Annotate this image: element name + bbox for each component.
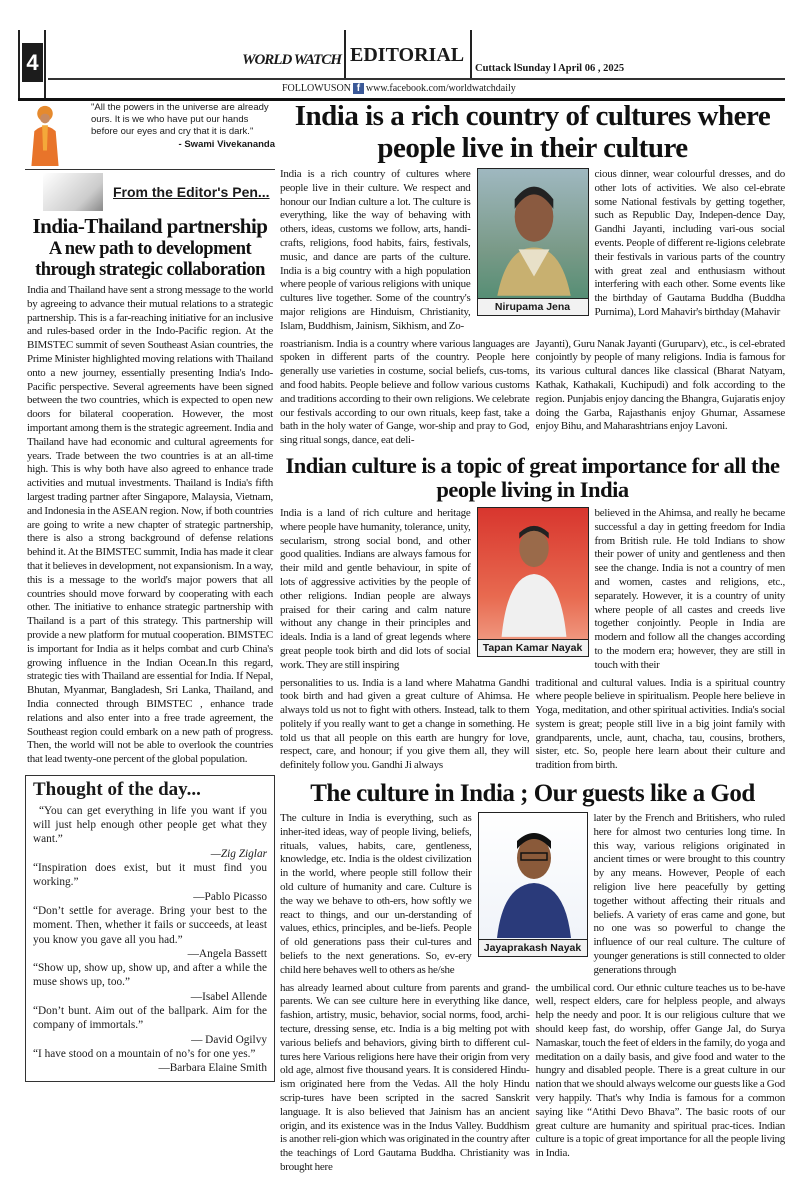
- thought-author: —Barbara Elaine Smith: [158, 1062, 267, 1075]
- facebook-link[interactable]: www.facebook.com/worldwatchdaily: [365, 83, 516, 94]
- quote-box: [25, 102, 275, 170]
- thought-author: — David Ogilvy: [191, 1033, 267, 1046]
- thought-quote: “Don’t settle for average. Bring your best to the moment. Then, whether it fails or succeeds, at least you know you gave all you had.”: [33, 904, 267, 946]
- article-1-body: India is a rich country of cultures where people live in their culture. We respect and honour our Indian culture a lot. The culture is everything, like the way of behaving with others, ideas, customs we follow, arts, handi-crafts, religions, food habits, fairs, festivals, music, and dance are parts of the culture. India is a big country with a high population where people of various religions with unique cultures live together. Some of the country's major religions are Hinduism, Christianity, Islam, Buddhism, Jainism, Sikhism, and Zo-: [280, 168, 471, 332]
- author-caption: Nirupama Jena: [478, 298, 588, 315]
- thought-author: —Isabel Allende: [190, 990, 267, 1003]
- editorial-body: India and Thailand have sent a strong message to the world by agreeing to advance their mutual relations to a strategic partnership. This is a far-reaching initiative for an inclusive and rules-based order in the Indo-Pacific region. At the BIMSTEC summit of seven Southeast Asian countries, the Prime Minister highlighted moving relations with Thailand onto a new journey, essentially presenting India's Indo-Pacific perspective. Several agreements have been signed between the two countries, which is expected to open new doors for bilateral cooperation. However, the most important among them is the strategic agreement. India and Thailand have had economic and cultural agreements for years. Trade between the two countries is at an all-time high. This is why both have also agreed to enhance trade activities and mutual investments. Thailand is India's fifth largest trading partner after Singapore, Malaysia, Vietnam, and Indonesia in the ASEAN region. Now, if both countries are going to write a new chapter of strategic partnership, there is also a strong background of defense relations behind it. At the BIMSTEC summit, India has made it clear that it believes in development, not expansionism. In a way, this is a message to the world's major powers that all countries should move forward by cooperating with each other. The initiative to enhance strategic partnership with Thailand is a part of this strategy. This partnership will provide a new platform for mutual cooperation. BIMSTEC is important for India as it helps combat and curb China's growing influence in the Indian Ocean.In this regard, strategic ties with Thailand are essential for India. If Nepal, Bhutan, Myanmar, Bangladesh, Sri Lanka, Thailand, and India connected through BIMSTEC , enhance trade relations and also enter into a free trade agreement, the Southeast region could embark on a new path of progress. Then, the world will not be able to overlook the countries that lead twenty-one percent of the global population.: [27, 284, 273, 766]
- right-column: [280, 100, 785, 1191]
- thought-quote: “You can get everything in life you want if you will just help enough other people get what they want.”: [33, 804, 267, 846]
- divider: [470, 30, 472, 78]
- thought-quote: “Don’t bunt. Aim out of the ballpark. Aim for the company of immortals.”: [33, 1005, 267, 1032]
- thought-quote: “Show up, show up, show up, and after a while the muse shows up, too.”: [33, 962, 267, 989]
- thoughts-title: Thought of the day...: [33, 778, 201, 800]
- article-3-body: the umbilical cord. Our ethnic culture teaches us to be-have well, respect elders, care for helpless people, and always help the needy and poor. It is our religious culture that we should keep fast, do worship, offer Gange Jal, do Surya Namaskar, touch the feet of elders in the family, do yoga and meditation on a daily basis, and give food and water to the hungry and disabled people. There is a great culture in our nation that we should always welcome our guests like a God very happily. That's why India is famous for a common saying like “Atithi Devo Bhava”. The basic roots of our great culture are humanity and spiritual prac-tices. Indian culture is a topic of great importance for all the people living in India.: [535, 981, 785, 1160]
- article-2: [280, 454, 785, 773]
- dateline: Cuttack lSunday l April 06 , 2025: [475, 63, 625, 74]
- article-3: [280, 779, 785, 1175]
- article-2-body: India is a land of rich culture and heritage where people have humanity, tolerance, unity, secularism, strong social bond, and other good qualities. Indians are always famous for their mild and gentle behaviour, in spite of lots of aggressive activities by the people of other religions. Indian people are always praised for their caring and calm nature without any change in their principles and ideals. India is a land of great legends where great people took birth and did lots of social work. They are still inspiring: [280, 506, 471, 671]
- article-1-body: roastrianism. India is a country where various languages are spoken in different parts of the country. People here generally use varieties in costume, social beliefs, cus-toms, and food habits. People believe and follow various customs and traditions according to their own religions. We celebrate our festivals according to our own rituals, keep fast, take a bath in the holy water of Gange, wor-ship and pray to God, sing ritual songs, dance, eat deli-: [280, 337, 530, 447]
- editor-header: [25, 173, 275, 211]
- author-photo: [478, 812, 588, 957]
- follow-label: FOLLOWUSON: [282, 83, 351, 94]
- article-1-body: cious dinner, wear colourful dresses, and do other lots of activities. We also cel-ebrate some National festivals by getting together, such as Republic Day, Indepen-dence Day, Gandhi Jayanti, including vari-ous social events. People of different re-ligions celebrate their festivals in various parts of the country with great zeal and enthusiasm without interfering with each other. Some events like the birthday of Gautama Buddha (Buddha Purnima), Lord Mahavir's birthday (Mahavir: [594, 168, 785, 318]
- article-1-body: Jayanti), Guru Nanak Jayanti (Guruparv), etc., is cel-ebrated conjointly by people of many religions. India is famous for its various cultural dances like classical (Bharat Natyam, Kathak, Kathakali, Kuchipudi) and folk according to the region. Punjabis enjoy dancing the Bhangra, Gujaratis enjoy doing the Garba, Rajasthanis enjoy Ghumar, Assamese enjoy Bihu, and Maharashtrians enjoy Lavoni.: [535, 337, 785, 433]
- editor-kicker: From the Editor's Pen...: [113, 184, 270, 200]
- author-caption: Jayaprakash Nayak: [479, 939, 587, 956]
- logo: WORLD WATCH: [242, 52, 341, 68]
- header-rule: [48, 78, 785, 80]
- thought-author: —Pablo Picasso: [193, 890, 267, 903]
- border-line: [18, 30, 20, 100]
- article-1-title: India is a rich country of cultures where people live in their culture: [294, 100, 771, 164]
- quote-text: "All the powers in the universe are already ours. It is we who have put our hands before our eyes and cry that it is dark.": [91, 102, 269, 138]
- author-photo: [477, 507, 589, 657]
- editorial-subtitle: A new path to development through strategic collaboration: [35, 239, 265, 280]
- thought-author: —Angela Bassett: [187, 947, 267, 960]
- article-2-body: personalities to us. India is a land where Mahatma Gandhi took birth and had given a great culture of Ahimsa. He always told us not to fight with others. Instead, talk to them politely if you really want to get a change in something. He told us that all people on this earth are hungry for love, respect, care, and honour; if you give them all, they will definitely follow you. Gandhi Ji always: [280, 676, 530, 772]
- editorial-title: India-Thailand partnership: [32, 214, 268, 238]
- article-3-body: later by the French and Britishers, who ruled here for almost two centuries long time. In this way, various religions originated in ancient times or were brought to this country by any means. However, People of each religion live here peacefully by getting together without affecting their rituals and beliefs. A variety of eras came and gone, but no one was so powerful to change the influence of our real culture. The culture of younger generations is still connected to older generations through: [593, 812, 785, 976]
- border-line: [44, 30, 46, 100]
- pen-image: [43, 173, 103, 211]
- article-2-title: Indian culture is a topic of great importance for all the people living in India: [285, 452, 780, 502]
- thought-of-the-day-box: [25, 775, 275, 1082]
- article-3-body: The culture in India is everything, such as inher-ited ideas, way of people living, beliefs, rituals, values, habits, care, gentleness, knowledge, etc. India is the oldest civilization in the world, where people still follow their old culture of humanity and care. Culture is the way we behave to oth-ers, how softly we react to things, and our un-derstanding of values, ethics, principles, and be-liefs. People of old generations pass their cul-tures and beliefs to the next generations. So, ev-ery child here behaves well to others as he/she: [280, 812, 472, 976]
- article-2-body: believed in the Ahimsa, and really he became successful a day in getting freedom for India from British rule. He told Indians to show their power of unity and gentleness and then see the change. India is not a country of men and women, castes and religions, etc., separately. However, it is a country of unity where people of all castes and creeds live together conjointly. People in India are modern and follow all the changes according to the modern era; however, they are still in touch with their: [594, 506, 785, 671]
- divider: [344, 30, 346, 78]
- author-photo: [477, 168, 589, 316]
- follow-us: [282, 83, 516, 94]
- author-caption: Tapan Kamar Nayak: [478, 639, 588, 656]
- article-1: [280, 100, 785, 448]
- section-title: EDITORIAL: [350, 44, 465, 66]
- article-3-body: has already learned about culture from parents and grand-parents. We can see culture here in everything like dance, fashion, artistry, music, behavior, social norms, food, archi-tecture, dressing sense, etc. India is a big melting pot with various beliefs and behaviors, giving birth to different cul-tures here Various religions here have their origin from very old age, almost five thousand years. It is considered Hindu-ism originated here from the Vedas. All the holy Hindu scrip-tures have been scripted in the sacred Sanskrit language. It is also believed that Jainism has an ancient origin, and its existence was in the Indus Valley. Buddhism is another reli-gion which was originated in the country after the teachings of Lord Gautama Buddha. Christianity was brought here: [280, 981, 530, 1173]
- article-3-title: The culture in India ; Our guests like a God: [310, 780, 755, 808]
- article-2-body: traditional and cultural values. India is a spiritual country where people believe in spiritualism. People here believe in Yoga, meditation, and other spiritual activities. India's social system is great; people still live in a big joint family with grandparents, uncle, aunt, chacha, tau, cousins, brothers, sister, etc. So, people here learn about their culture and tradition from birth.: [535, 676, 785, 772]
- thought-quote: “I have stood on a mountain of no’s for one yes.”: [33, 1047, 256, 1060]
- page-number: 4: [22, 43, 43, 82]
- swami-vivekananda-portrait: [25, 102, 65, 166]
- thought-author: —Zig Ziglar: [210, 847, 267, 860]
- thought-quote: “Inspiration does exist, but it must find you working.”: [33, 862, 267, 889]
- quote-author: - Swami Vivekananda: [178, 138, 275, 150]
- left-column: [25, 102, 275, 1082]
- facebook-icon[interactable]: f: [353, 83, 364, 94]
